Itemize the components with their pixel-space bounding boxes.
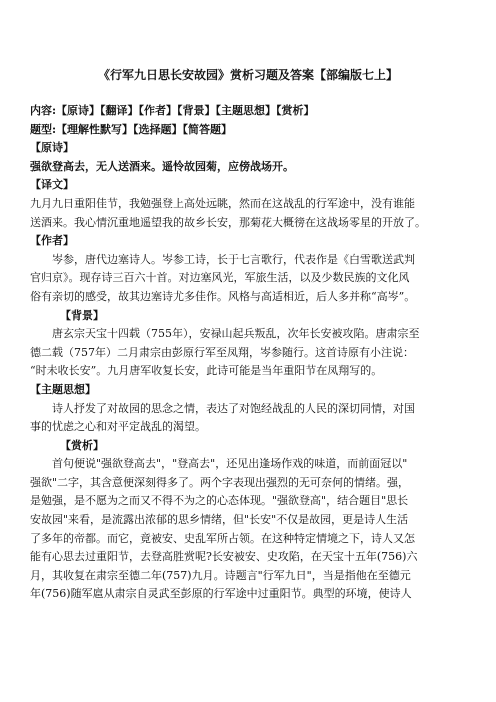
author-line: 岑参，唐代边塞诗人。岑参工诗，长于七言歌行，代表作是《白雪歌送武判 (52, 252, 415, 266)
theme-line: 诗人抒发了对故园的思念之情，表达了对饱经战乱的人民的深切同情，对国 (52, 401, 415, 415)
appreciation-line: 安故园"来看，是流露出浓郁的思乡情绪，但"长安"不仅是故园，更是诗人生活 (30, 513, 409, 527)
appreciation-line: 强欲"二字，其含意便深刻得多了。两个字表现出强烈的无可奈何的情绪。强， (30, 475, 410, 489)
document-body (30, 102, 472, 604)
background-line: 唐玄宗天宝十四载（755年），安禄山起兵叛乱，次年长安被攻陷。唐肃宗至 (52, 327, 420, 341)
contents-line: 内容:【原诗】【翻译】【作者】【背景】【主题思想】【赏析】 (30, 104, 315, 117)
appreciation-line: 年(756)随军扈从肃宗自灵武至彭原的行军途中过重阳节。典型的环境，使诗人 (30, 587, 412, 601)
poem-heading: 【原诗】 (30, 141, 74, 155)
author-line: 俗有亲切的感受，故其边塞诗尤多佳作。风格与高适相近，后人多并称“高岑”。 (30, 289, 416, 303)
appreciation-heading: 【赏析】 (60, 438, 104, 452)
translation-line: 送酒来。我心情沉重地遥望我的故乡长安，那菊花大概徬在这战场零星的开放了。 (30, 215, 426, 229)
poem-line: 强欲登高去，无人送酒来。遥怜故园菊，应傍战场开。 (30, 159, 294, 173)
document-title: 《行军九日思长安故园》赏析习题及答案【部编版七上】 (97, 68, 398, 82)
question-types-line: 题型:【理解性默写】【选择题】【简答题】 (30, 122, 233, 136)
appreciation-line: 月，其收复在肃宗至德二年(757)九月。诗题言"行军九日"，当是指他在至德元 (30, 568, 411, 582)
appreciation-line: 是勉强，是不愿为之而又不得不为之的心态体现。"强欲登高"，结合题目"思长 (30, 494, 409, 508)
background-line: 德二载（757年）二月肃宗由彭原行军至凤翔，岑参随行。这首诗原有小注说： (30, 345, 414, 359)
translation-line: 九月九日重阳佳节，我勉强登上高处远眺，然而在这战乱的行军途中，没有谁能 (30, 196, 415, 210)
translation-heading: 【译文】 (30, 178, 74, 192)
appreciation-line: 能有心思去过重阳节，去登高胜赏呢?长安被安、史攻陷，在天宝十五年(756)六 (30, 550, 418, 564)
author-line: 官归京》。现存诗三百六十首。对边塞风光，军旅生活，以及少数民族的文化风 (30, 271, 410, 285)
background-line: “时未收长安”。九月唐军收复长安，此诗可能是当年重阳节在凤翔写的。 (30, 364, 383, 378)
theme-line: 事的忧虑之心和对平定战乱的渴望。 (30, 420, 206, 434)
background-heading: 【背景】 (60, 308, 104, 322)
theme-heading: 【主题思想】 (30, 382, 96, 396)
appreciation-line: 了多年的帝都。而它，竟被安、史乱军所占领。在这种特定情境之下，诗人又怎 (30, 531, 415, 545)
appreciation-line: 首句便说"强欲登高去"，"登高去"，还见出逢场作戏的味道，而前面冠以" (52, 457, 408, 471)
author-heading: 【作者】 (30, 234, 74, 248)
